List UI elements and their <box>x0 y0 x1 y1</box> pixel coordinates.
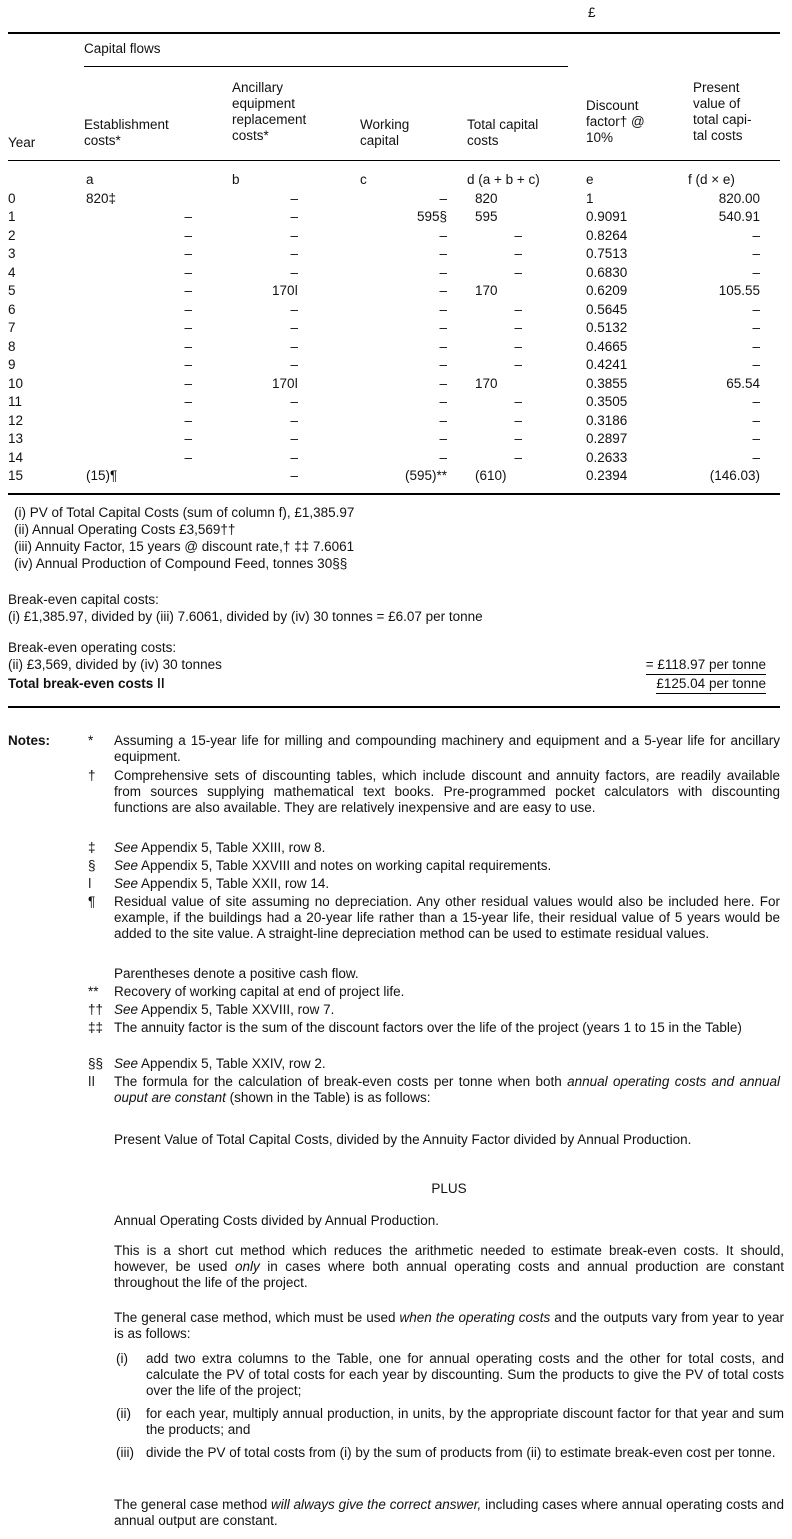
formula-capital: Present Value of Total Capital Costs, divided by the Annuity Factor divided by Annual Production. <box>114 1132 692 1147</box>
note-symbol: ǀ <box>88 876 92 891</box>
cell-working: – <box>439 375 447 391</box>
currency-symbol: £ <box>588 5 596 20</box>
note-symbol: † <box>88 768 96 783</box>
note-text: See Appendix 5, Table XXVIII, row 7. <box>114 1002 335 1017</box>
note-symbol: ‡ <box>88 840 96 855</box>
cell-establishment: – <box>184 449 192 465</box>
step-text: divide the PV of total costs from (i) by the sum of products from (ii) to estimate break-even cost per tonne. <box>146 1445 776 1460</box>
cell-working: (595)** <box>404 468 447 483</box>
table-row <box>0 320 792 339</box>
note-symbol: ** <box>88 984 99 999</box>
cell-working: – <box>439 301 447 317</box>
cell-ancillary: – <box>290 190 298 206</box>
cell-ancillary: – <box>290 394 298 409</box>
cell-total: – <box>514 301 522 317</box>
cell-total: – <box>514 449 522 465</box>
cell-year: 12 <box>8 412 24 428</box>
cell-pv: – <box>752 227 760 243</box>
cell-total: (610) <box>475 468 507 483</box>
note-text: Residual value of site assuming no depreciation. Any other residual values would also be included here. For example, if the buildings had a 20-year life rather than a 15-year life, their residual value of 5 years would be added to the site value. A straight-line depreciation method can be used to estimate residual values. <box>114 894 780 941</box>
summary-item: (iii) Annuity Factor, 15 years @ discount rate,† ‡‡ 7.6061 <box>14 539 355 554</box>
step-number: (iii) <box>116 1445 134 1460</box>
cell-establishment: – <box>184 209 192 224</box>
summary-item: (iv) Annual Production of Compound Feed, tonnes 30§§ <box>14 556 348 571</box>
cell-pv: 105.55 <box>718 283 760 298</box>
cell-establishment: (15)¶ <box>86 468 118 483</box>
cell-working: – <box>439 283 447 298</box>
shortcut-paragraph: This is a short cut method which reduces the arithmetic needed to estimate break-even costs. It should, however, be used only in cases where both annual operating costs and annual production are constant throughout the life of the project. <box>114 1243 785 1290</box>
cell-ancillary: – <box>290 227 298 243</box>
cell-total: – <box>514 357 522 372</box>
cell-pv: – <box>752 431 760 446</box>
table-row <box>0 394 792 413</box>
step-number: (ii) <box>116 1406 131 1421</box>
table-row <box>0 431 792 450</box>
cell-discount: 0.3186 <box>586 412 628 428</box>
note-text: The annuity factor is the sum of the discount factors over the life of the project (years 1 to 15 in the Table) <box>114 1020 742 1035</box>
header-total-capital: Total capital costs <box>467 117 539 148</box>
final-paragraph: The general case method will always give the correct answer, including cases where annual operating costs and annual output are constant. <box>114 1497 784 1528</box>
note-symbol: §§ <box>88 1056 104 1071</box>
cell-total: – <box>514 227 522 243</box>
note-text: Parentheses denote a positive cash flow. <box>114 966 359 981</box>
cell-year: 11 <box>8 394 23 409</box>
cell-year: 8 <box>8 338 16 354</box>
cell-discount: 1 <box>586 190 594 206</box>
step-text: add two extra columns to the Table, one for annual operating costs and the other for total costs, and calculate the PV of total costs for each year by discounting. Sum the products to give the PV of total costs over the life of the project; <box>146 1351 784 1398</box>
cell-discount: 0.2394 <box>586 468 628 483</box>
header-rule <box>8 160 780 161</box>
cell-discount: 0.4665 <box>586 338 628 354</box>
table-row <box>0 413 792 432</box>
capital-flows-table <box>0 172 792 487</box>
cell-year: 6 <box>8 301 16 317</box>
cell-year: 5 <box>8 283 16 298</box>
table-row <box>0 357 792 376</box>
cell-working: – <box>439 357 447 372</box>
cell-establishment: – <box>184 375 192 391</box>
cell-ancillary: 170ǀ <box>271 283 298 298</box>
note-text: See Appendix 5, Table XXII, row 14. <box>114 876 330 891</box>
cell-total: 820 <box>475 190 498 206</box>
table-row <box>0 339 792 358</box>
breakeven-capital-title: Break-even capital costs: <box>8 592 159 607</box>
header-ancillary: Ancillary equipment replacement costs* <box>232 80 307 143</box>
cell-total: – <box>514 264 522 280</box>
cell-discount: 0.6209 <box>586 283 628 298</box>
cell-year: 14 <box>8 449 24 465</box>
cell-discount: 0.6830 <box>586 264 628 280</box>
cell-discount: 0.3855 <box>586 375 628 391</box>
cell-ancillary: – <box>290 264 298 280</box>
general-paragraph: The general case method, which must be used when the operating costs and the outputs vary from year to year is as follows: <box>114 1310 784 1341</box>
step-text: for each year, multiply annual production, in units, by the appropriate discount factor for that year and sum the products; and <box>146 1406 784 1437</box>
cell-year: 7 <box>8 320 16 335</box>
cell-year: 10 <box>8 375 24 391</box>
table-row <box>0 450 792 469</box>
table-row <box>0 246 792 265</box>
header-year: Year <box>8 135 36 150</box>
cell-working: – <box>439 227 447 243</box>
cell-ancillary: – <box>290 412 298 428</box>
cell-working: – <box>439 190 447 206</box>
note-text: The formula for the calculation of break-even costs per tonne when both annual operating costs and annual ouput are constant (shown in the Table) is as follows: <box>114 1074 780 1105</box>
cell-working: – <box>439 246 447 261</box>
cell-year: 4 <box>8 264 16 280</box>
table-row <box>0 376 792 395</box>
cell-ancillary: – <box>290 246 298 261</box>
breakeven-operating-title: Break-even operating costs: <box>8 640 177 655</box>
cell-establishment: – <box>184 264 192 280</box>
cell-total: – <box>514 338 522 354</box>
cell-establishment: 820‡ <box>86 190 117 206</box>
cell-ancillary: – <box>290 468 298 483</box>
cell-establishment: – <box>184 283 192 298</box>
cell-establishment: – <box>184 301 192 317</box>
note-symbol: ‡‡ <box>88 1020 104 1035</box>
cell-pv: – <box>752 394 760 409</box>
cell-year: 0 <box>8 190 16 206</box>
cell-year: 15 <box>8 468 24 483</box>
cell-working: – <box>439 431 447 446</box>
cell-discount: 0.2633 <box>586 449 628 465</box>
cell-total: – <box>514 431 522 446</box>
note-symbol: ǀǀ <box>88 1074 96 1089</box>
note-symbol: * <box>88 733 94 748</box>
cell-ancillary: – <box>290 449 298 465</box>
note-symbol: †† <box>88 1002 104 1017</box>
cell-ancillary: – <box>290 209 298 224</box>
header-discount-factor: Discount factor† @ 10% <box>586 98 645 145</box>
total-breakeven-value: £125.04 per tonne <box>656 676 766 694</box>
table-row <box>0 302 792 321</box>
cell-ancillary: – <box>290 431 298 446</box>
cell-pv: 540.91 <box>718 209 760 224</box>
note-text: See Appendix 5, Table XXIII, row 8. <box>114 840 326 855</box>
cell-ancillary: – <box>290 301 298 317</box>
note-text: See Appendix 5, Table XXIV, row 2. <box>114 1056 326 1071</box>
total-breakeven-line <box>8 676 780 693</box>
note-text: See Appendix 5, Table XXVIII and notes on working capital requirements. <box>114 858 552 873</box>
breakeven-operating <box>8 640 780 693</box>
cell-pv: – <box>752 357 760 372</box>
table-row <box>0 228 792 247</box>
cell-working: – <box>439 394 447 409</box>
notes-top-rule <box>8 706 780 708</box>
cell-year: 13 <box>8 431 24 446</box>
total-breakeven-label: Total break-even costs ǀǀ <box>8 676 165 691</box>
cell-discount: 0.4241 <box>586 357 628 372</box>
cell-discount: 0.2897 <box>586 431 628 446</box>
summary-item: (ii) Annual Operating Costs £3,569†† <box>14 522 236 537</box>
cell-establishment: – <box>184 246 192 261</box>
column-key-row: a b c d (a + b + c) e f (d × e) <box>86 172 735 187</box>
table-row <box>0 209 792 228</box>
cell-establishment: – <box>184 431 192 446</box>
note-text: Recovery of working capital at end of project life. <box>114 984 405 999</box>
step-number: (i) <box>116 1351 128 1366</box>
cell-discount: 0.9091 <box>586 209 628 224</box>
formula-plus: PLUS <box>431 1181 467 1196</box>
cell-total: 170 <box>475 283 498 298</box>
table-row <box>0 265 792 284</box>
note-symbol: § <box>88 858 96 873</box>
cell-total: 170 <box>475 375 498 391</box>
cell-year: 9 <box>8 357 16 372</box>
breakeven-capital-text: (i) £1,385.97, divided by (iii) 7.6061, divided by (iv) 30 tonnes = £6.07 per tonne <box>8 609 483 624</box>
table-row <box>0 191 792 210</box>
table-row <box>0 283 792 302</box>
summary-item: (i) PV of Total Capital Costs (sum of column f), £1,385.97 <box>14 505 355 520</box>
cell-working: – <box>439 338 447 354</box>
note-symbol: ¶ <box>88 894 96 909</box>
header-establishment: Establishment costs* <box>84 117 169 148</box>
cell-pv: – <box>752 449 760 465</box>
cell-ancillary: 170ǀ <box>271 375 298 391</box>
cell-total: – <box>514 394 522 409</box>
cell-total: – <box>514 246 522 261</box>
cell-establishment: – <box>184 357 192 372</box>
cell-pv: – <box>752 338 760 354</box>
cell-establishment: – <box>184 338 192 354</box>
breakeven-capital <box>8 592 780 626</box>
top-rule <box>8 32 780 34</box>
cell-establishment: – <box>184 227 192 243</box>
capital-flows-rule <box>84 66 568 67</box>
cell-pv: 820.00 <box>718 190 760 206</box>
cell-ancillary: – <box>290 338 298 354</box>
cell-establishment: – <box>184 320 192 335</box>
cell-discount: 0.5132 <box>586 320 628 335</box>
cell-pv: – <box>752 264 760 280</box>
note-text: Comprehensive sets of discounting tables, which include discount and annuity factors, are readily available from sources supplying mathematical text books. Pre-programmed pocket calculators with discounting functions are also available. They are relatively inexpensive and are easy to use. <box>114 768 780 815</box>
capital-flows-heading: Capital flows <box>84 41 161 56</box>
cell-pv: – <box>752 246 760 261</box>
header-present-value: Present value of total capi- tal costs <box>693 80 752 143</box>
cell-pv: 65.54 <box>726 375 760 391</box>
breakeven-operating-value: = £118.97 per tonne <box>646 657 766 675</box>
cell-ancillary: – <box>290 320 298 335</box>
cell-establishment: – <box>184 394 192 409</box>
cell-working: – <box>439 449 447 465</box>
table-bottom-rule <box>8 493 780 495</box>
cell-pv: – <box>752 412 760 428</box>
cell-pv: (146.03) <box>709 468 760 483</box>
cell-year: 2 <box>8 227 16 243</box>
formula-operating: Annual Operating Costs divided by Annual Production. <box>114 1213 439 1228</box>
cell-discount: 0.8264 <box>586 227 628 243</box>
cell-total: 595 <box>475 209 498 224</box>
cell-discount: 0.7513 <box>586 246 628 261</box>
breakeven-operating-text: (ii) £3,569, divided by (iv) 30 tonnes <box>8 657 222 672</box>
cell-working: – <box>439 320 447 335</box>
breakeven-operating-line <box>8 657 780 674</box>
cell-pv: – <box>752 301 760 317</box>
cell-establishment: – <box>184 412 192 428</box>
cell-discount: 0.5645 <box>586 301 628 317</box>
cell-year: 3 <box>8 246 16 261</box>
cell-year: 1 <box>8 209 16 224</box>
cell-pv: – <box>752 320 760 335</box>
cell-total: – <box>514 320 522 335</box>
note-text: Assuming a 15-year life for milling and compounding machinery and equipment and a 5-year life for ancillary equipment. <box>114 733 780 764</box>
cell-working: 595§ <box>416 209 447 224</box>
cell-ancillary: – <box>290 357 298 372</box>
cell-working: – <box>439 412 447 428</box>
cell-total: – <box>514 412 522 428</box>
cell-discount: 0.3505 <box>586 394 628 409</box>
cell-working: – <box>439 264 447 280</box>
summary-list <box>14 505 786 573</box>
header-working-capital: Working capital <box>360 117 410 148</box>
table-row <box>0 468 792 487</box>
notes-label: Notes: <box>8 733 51 748</box>
